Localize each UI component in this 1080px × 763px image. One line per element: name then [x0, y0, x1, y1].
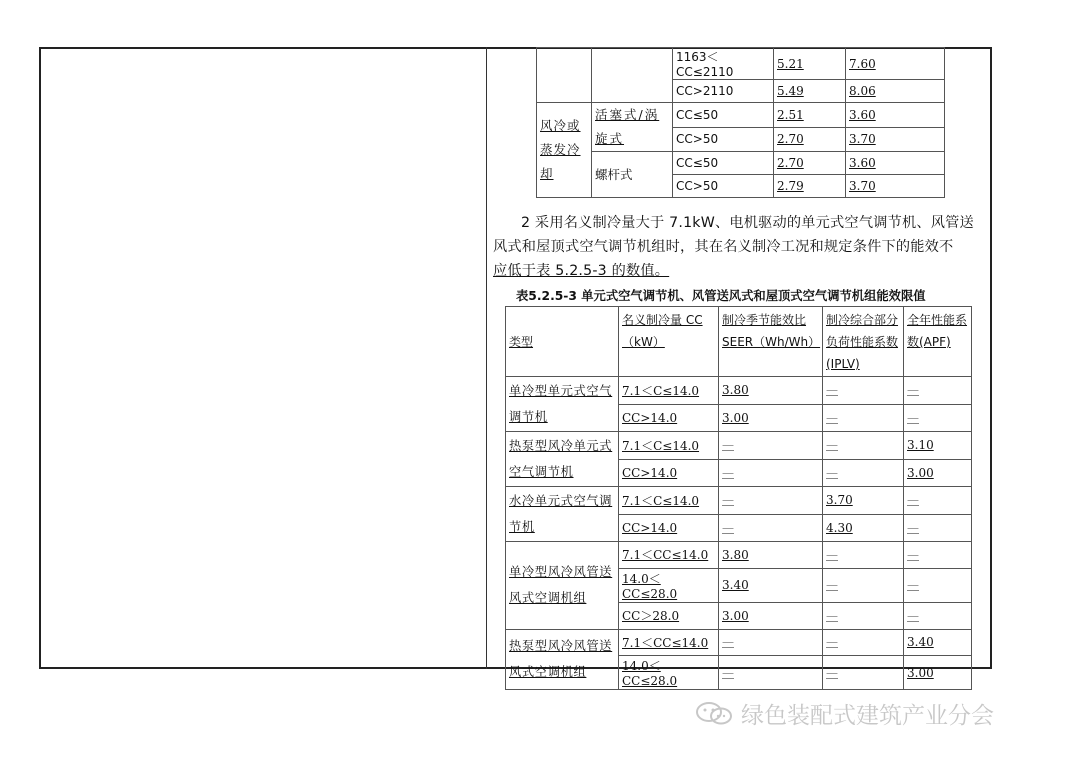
table-row: [537, 48, 945, 80]
apf-cell: 3.00: [904, 459, 972, 487]
header-type: 类型: [506, 307, 619, 377]
cc-cell: 7.1＜C≤14.0: [619, 432, 719, 460]
value-cell: 3.60: [846, 152, 945, 175]
table-row: [506, 377, 972, 405]
seer-cell: 3.80: [719, 377, 823, 405]
type-cell: 单冷型风冷风管送风式空调机组: [506, 542, 619, 630]
group-label: [537, 103, 592, 198]
efficiency-limit-table: [505, 306, 972, 690]
value-cell: 2.51: [774, 103, 846, 128]
header-iplv: 制冷综合部分负荷性能系数(IPLV): [823, 307, 904, 377]
type-cell: 热泵型风冷单元式空气调节机: [506, 432, 619, 487]
cc-cell: CC≤50: [673, 152, 774, 175]
blank-cell: [537, 48, 592, 103]
value-cell: 5.21: [774, 48, 846, 80]
apf-cell: —: [904, 568, 972, 602]
table-caption: 表5.2.5-3 单元式空气调节机、风管送风式和屋顶式空气调节机组能效限值: [516, 289, 926, 303]
watermark-text: 绿色装配式建筑产业分会: [741, 703, 994, 729]
cc-cell: CC>14.0: [619, 514, 719, 542]
iplv-cell: 4.30: [823, 514, 904, 542]
apf-cell: —: [904, 602, 972, 629]
value-cell: 3.70: [846, 127, 945, 152]
cc-cell: 7.1＜CC≤14.0: [619, 629, 719, 656]
value-cell: 3.70: [846, 175, 945, 198]
apf-cell: —: [904, 377, 972, 405]
cc-cell: CC>50: [673, 175, 774, 198]
cc-cell: CC>14.0: [619, 404, 719, 432]
table-row: [537, 152, 945, 175]
paragraph-line: 风式和屋顶式空气调节机组时，其在名义制冷工况和规定条件下的能效不: [493, 239, 954, 255]
value-cell: 5.49: [774, 80, 846, 103]
apf-cell: 3.40: [904, 629, 972, 656]
seer-cell: 3.40: [719, 568, 823, 602]
column-divider: [486, 47, 487, 669]
type-cell: 单冷型单元式空气调节机: [506, 377, 619, 432]
iplv-cell: —: [823, 377, 904, 405]
cc-cell: 7.1＜C≤14.0: [619, 377, 719, 405]
group-label-text: 风冷或蒸发冷却: [540, 118, 581, 181]
type-cell: 水冷单元式空气调节机: [506, 487, 619, 542]
seer-cell: 3.00: [719, 404, 823, 432]
seer-cell: —: [719, 487, 823, 515]
apf-cell: —: [904, 404, 972, 432]
seer-cell: 3.80: [719, 542, 823, 569]
cc-cell: CC＞28.0: [619, 602, 719, 629]
cc-cell: 14.0＜CC≤28.0: [619, 568, 719, 602]
table-row: [506, 487, 972, 515]
paragraph-line: 2 采用名义制冷量大于 7.1kW、电机驱动的单元式空气调节机、风管送: [521, 215, 974, 231]
value-cell: 8.06: [846, 80, 945, 103]
iplv-cell: —: [823, 404, 904, 432]
apf-cell: —: [904, 514, 972, 542]
wechat-icon: [695, 701, 735, 727]
apf-cell: 3.00: [904, 656, 972, 690]
cc-cell: 1163＜CC≤2110: [673, 48, 774, 80]
seer-cell: —: [719, 656, 823, 690]
iplv-cell: —: [823, 459, 904, 487]
cc-cell: CC>14.0: [619, 459, 719, 487]
table-row: [506, 432, 972, 460]
paragraph-line: 应低于表 5.2.5-3 的数值。: [493, 263, 670, 279]
cc-cell: 14.0＜CC≤28.0: [619, 656, 719, 690]
iplv-cell: —: [823, 432, 904, 460]
seer-cell: —: [719, 629, 823, 656]
value-cell: 7.60: [846, 48, 945, 80]
value-cell: 3.60: [846, 103, 945, 128]
seer-cell: —: [719, 514, 823, 542]
seer-cell: 3.00: [719, 602, 823, 629]
seer-cell: —: [719, 459, 823, 487]
cc-cell: CC>2110: [673, 80, 774, 103]
cc-cell: CC≤50: [673, 103, 774, 128]
iplv-cell: —: [823, 542, 904, 569]
header-cc: 名义制冷量 CC（kW）: [619, 307, 719, 377]
value-cell: 2.79: [774, 175, 846, 198]
apf-cell: 3.10: [904, 432, 972, 460]
iplv-cell: —: [823, 602, 904, 629]
value-cell: 2.70: [774, 127, 846, 152]
iplv-cell: —: [823, 656, 904, 690]
blank-cell: [592, 48, 673, 103]
table-row: [537, 103, 945, 128]
subgroup-label: 螺杆式: [592, 152, 673, 198]
header-seer: 制冷季节能效比 SEER（Wh/Wh）: [719, 307, 823, 377]
watermark: [695, 697, 994, 730]
cc-cell: 7.1＜C≤14.0: [619, 487, 719, 515]
iplv-cell: —: [823, 629, 904, 656]
table-row: [506, 629, 972, 656]
header-row: [506, 307, 972, 377]
iplv-cell: —: [823, 568, 904, 602]
subgroup-label-text: 活塞式/涡旋式: [595, 107, 660, 146]
table-row: [506, 542, 972, 569]
cc-cell: 7.1＜CC≤14.0: [619, 542, 719, 569]
body-paragraph: [493, 211, 992, 283]
seer-cell: —: [719, 432, 823, 460]
apf-cell: —: [904, 542, 972, 569]
value-cell: 2.70: [774, 152, 846, 175]
subgroup-label: [592, 103, 673, 152]
iplv-cell: 3.70: [823, 487, 904, 515]
header-apf: 全年性能系数(APF): [904, 307, 972, 377]
cc-cell: CC>50: [673, 127, 774, 152]
apf-cell: —: [904, 487, 972, 515]
type-cell: 热泵型风冷风管送风式空调机组: [506, 629, 619, 690]
top-efficiency-table: [536, 47, 945, 198]
